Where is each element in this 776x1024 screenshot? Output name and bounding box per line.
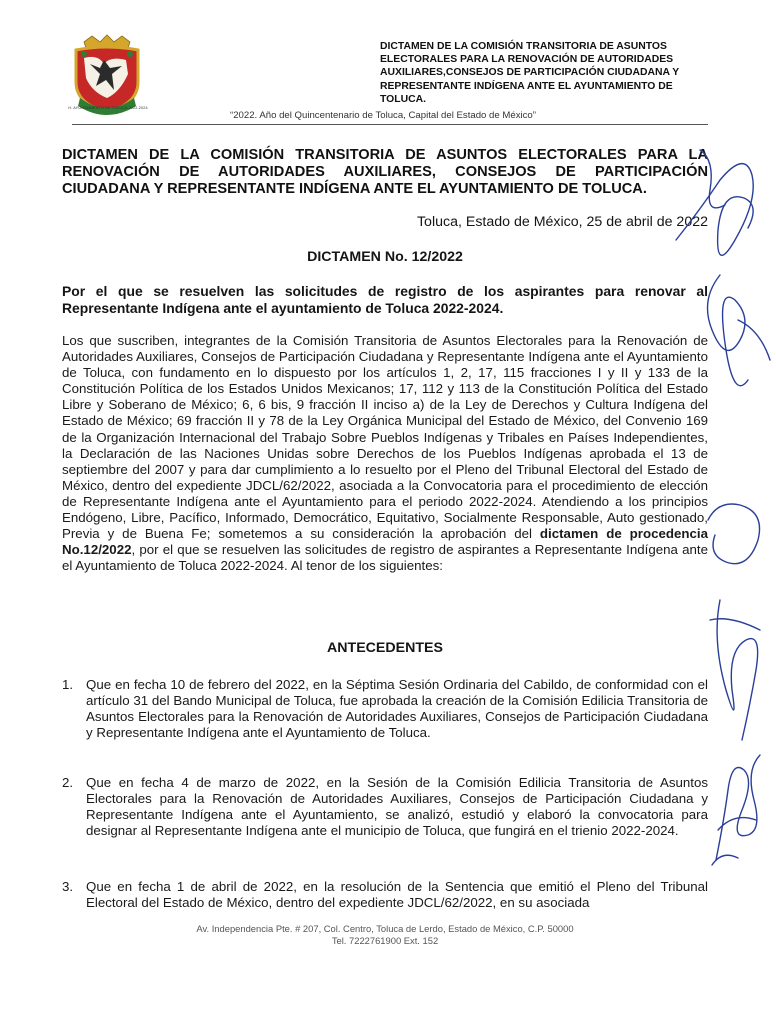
antecedente-text: Que en fecha 4 de marzo de 2022, en la Sesión de la Comisión Edilicia Transitoria de Asuntos Electorales para la Renovación de Autoridades Auxiliares, Consejos de Participación Ciudadana y Representante Indígena ante el Ayuntamiento, se analizó, estudió y elaboró la convocatoria para designar al Representante Indígena ante el municipio de Toluca, que fungirá en el trienio 2022-2024. [86, 775, 708, 839]
intro-text-part1: Los que suscriben, integrantes de la Comisión Transitoria de Asuntos Electorales para la Renovación de Autoridades Auxiliares, Consejos de Participación Ciudadana y Representante Indígena ante el Ayuntamiento de Toluca, con fundamento en lo dispuesto por los artículos 1, 2, 17, 115 fracciones I y II y 133 de la Constitución Política de los Estados Unidos Mexicanos; 17, 112 y 113 de la Constitución Política del Estado Libre y Soberano de México; 6, 6 bis, 9 fracción II inciso a) de la Ley de Derechos y Cultura Indígena del Estado de México; 69 fracción II y 78 de la Ley Orgánica Municipal del Estado de México, del Convenio 169 de la Organización Internacional del Trabajo Sobre Pueblos Indígenas y Tribales en Países Independientes, la Declaración de las Naciones Unidas sobre Derechos de los Pueblos Indígenas aprobada el 13 de septiembre del 2007 y para dar cumplimiento a lo resuelto por el Pleno del Tribunal Electoral del Estado de México, dentro del expediente JDCL/62/2022, asociada a la Convocatoria para el procedimiento de elección de Representante Indígena ante el Ayuntamiento para el periodo 2022-2024. Atendiendo a los principios Endógeno, Libre, Pacífico, Informado, Democrático, Equitativo, Socialmente Responsable, Auto gestionado, Previa y de Buena Fe; sometemos a su consideración la aprobación del [62, 333, 708, 542]
place-and-date: Toluca, Estado de México, 25 de abril de 2022 [416, 214, 708, 230]
antecedentes-heading: ANTECEDENTES [327, 640, 443, 656]
header-divider [72, 124, 708, 125]
signature-mark [708, 504, 760, 564]
antecedente-text: Que en fecha 10 de febrero del 2022, en la Séptima Sesión Ordinaria del Cabildo, de conformidad con el artículo 31 del Bando Municipal de Toluca, fue aprobada la creación de la Comisión Edilicia Transitoria de Asuntos Electorales para la Renovación de Autoridades Auxiliares, Consejos de Participación Ciudadana y Representante Indígena ante el Ayuntamiento de Toluca. [86, 677, 708, 741]
antecedente-number: 3. [62, 879, 74, 894]
signature-mark [738, 320, 770, 360]
dictamen-subject: Por el que se resuelven las solicitudes de registro de los aspirantes para renovar al Representante Indígena ante el ayuntamiento de Toluca 2022-2024. [62, 283, 708, 317]
intro-text-part2: , por el que se resuelven las solicitudes de registro de aspirantes a Representante Indígena ante el Ayuntamiento de Toluca 2022-2024. Al tenor de los siguientes: [62, 542, 708, 574]
signature-mark [712, 855, 738, 865]
signature-mark [718, 818, 756, 830]
dictamen-number: DICTAMEN No. 12/2022 [307, 249, 463, 265]
signature-mark [716, 755, 760, 860]
intro-paragraph [62, 333, 708, 574]
header-motto: “2022. Año del Quincentenario de Toluca, Capital del Estado de México” [230, 110, 536, 121]
header-document-title: DICTAMEN DE LA COMISIÓN TRANSITORIA DE ASUNTOS ELECTORALES PARA LA RENOVACIÓN DE AUTORIDADES AUXILIARES,CONSEJOS DE PARTICIPACIÓN CIUDADANA Y REPRESENTANTE INDÍGENA ANTE EL AYUNTAMIENTO DE TOLUCA. [380, 41, 680, 105]
footer-address: Av. Independencia Pte. # 207, Col. Centro, Toluca de Lerdo, Estado de México, C.P. 50000 [196, 923, 574, 934]
signature-mark [710, 619, 760, 630]
antecedente-text: Que en fecha 1 de abril de 2022, en la resolución de la Sentencia que emitió el Pleno del Tribunal Electoral del Estado de México, dentro del expediente JDCL/62/2022, en su asociada [86, 879, 708, 911]
footer-phone: Tel. 7222761900 Ext. 152 [331, 935, 439, 947]
page-footer [62, 923, 708, 947]
antecedente-number: 1. [62, 677, 74, 692]
logo-caption: H. AYUNTAMIENTO DE TOLUCA 2022-2024 [68, 106, 148, 110]
main-title: DICTAMEN DE LA COMISIÓN TRANSITORIA DE ASUNTOS ELECTORALES PARA LA RENOVACIÓN DE AUTORIDADES AUXILIARES, CONSEJOS DE PARTICIPACIÓN CIUDADANA Y REPRESENTANTE INDÍGENA ANTE EL AYUNTAMIENTO DE TOLUCA. [62, 147, 708, 198]
signature-mark [708, 275, 749, 386]
intro-text-bold: dictamen de procedencia No.12/2022 [62, 526, 708, 558]
signature-mark [717, 600, 758, 740]
antecedente-number: 2. [62, 775, 74, 790]
